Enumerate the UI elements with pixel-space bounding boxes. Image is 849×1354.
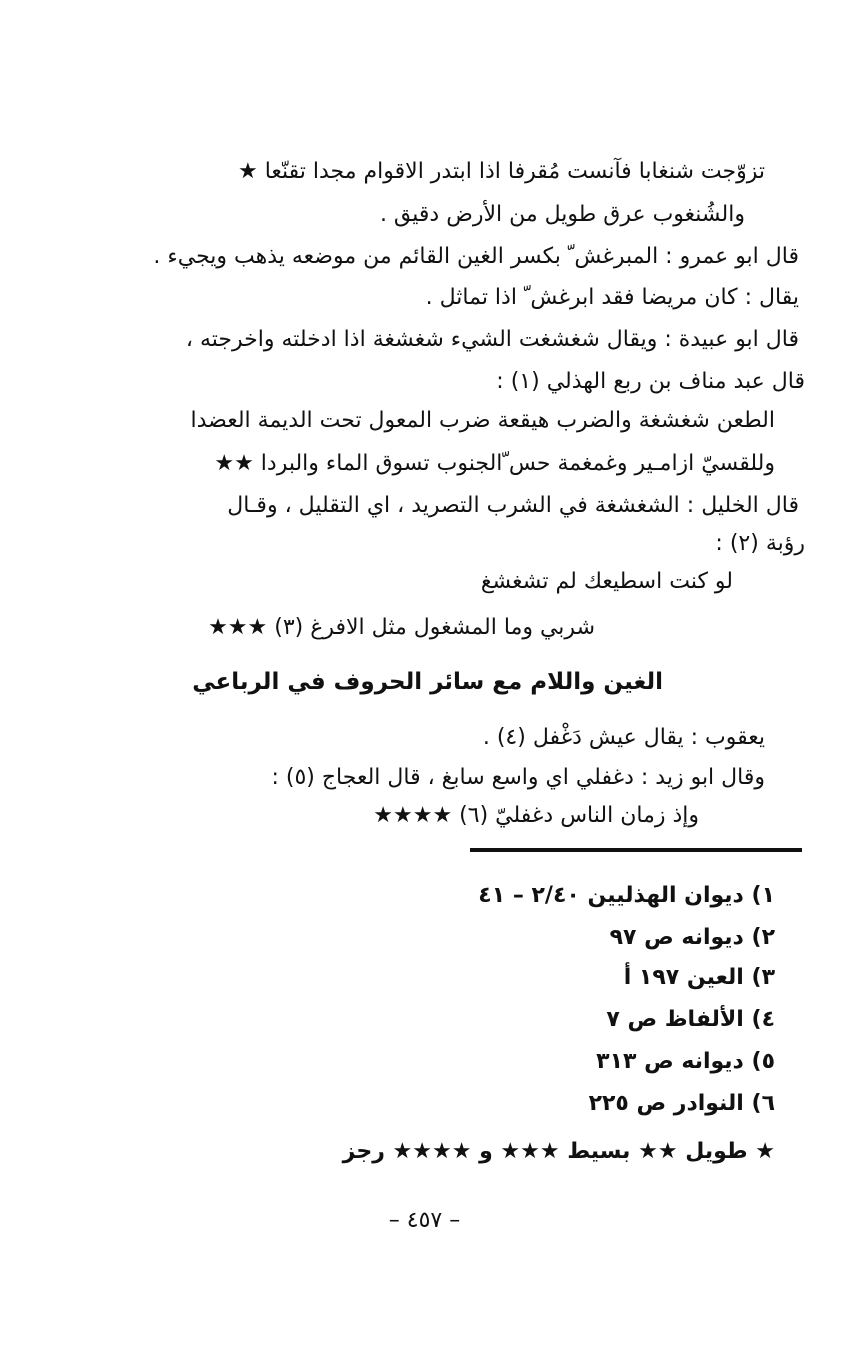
text-line: قال الخليل : الشغشغة في الشرب التصريد ، اي التقليل ، وقـال: [227, 493, 799, 518]
verse-line: وللقسيّ ازامـير وغمغمة حس ّالجنوب تسوق الماء والبردا ★★: [214, 451, 775, 476]
footnote-item: ١) ديوان الهذليين ٢/٤٠ – ٤١: [478, 883, 775, 908]
text-line: قال ابو عمرو : المبرغش ّ بكسر الغين القائم من موضعه يذهب ويجيء .: [153, 244, 799, 269]
text-line: يعقوب : يقال عيش دَغْفل (٤) .: [482, 725, 765, 750]
text-line: رؤبة (٢) :: [715, 531, 805, 556]
section-heading: الغين واللام مع سائر الحروف في الرباعي: [192, 669, 663, 695]
text-line: قال عبد مناف بن ربع الهذلي (١) :: [496, 369, 805, 394]
verse-line: تزوّجت شنغابا فآنست مُقرفا اذا ابتدر الاقوام مجدا تقنّعا ★: [237, 159, 765, 184]
verse-line: وإذ زمان الناس دغفليّ (٦) ★★★★: [373, 803, 699, 828]
meter-key: ★ طويل ★★ بسيط ★★★ و ★★★★ رجز: [342, 1139, 775, 1164]
page-number: – ٤٥٧ –: [388, 1208, 461, 1233]
verse-line: الطعن شغشغة والضرب هيقعة ضرب المعول تحت الديمة العضدا: [190, 408, 775, 433]
footnote-item: ٢) ديوانه ص ٩٧: [609, 925, 775, 950]
footnote-divider: [470, 848, 802, 852]
text-line: والشُنغوب عرق طويل من الأرض دقيق .: [379, 202, 745, 227]
text-line: وقال ابو زيد : دغفلي اي واسع سابغ ، قال العجاج (٥) :: [271, 765, 765, 790]
footnote-item: ٤) الألفاظ ص ٧: [606, 1007, 775, 1032]
verse-line: لو كنت اسطيعك لم تشغشغ: [480, 569, 733, 594]
footnote-item: ٦) النوادر ص ٢٢٥: [588, 1091, 775, 1116]
footnote-item: ٥) ديوانه ص ٣١٣: [596, 1049, 775, 1074]
text-line: قال ابو عبيدة : ويقال شغشغت الشيء شغشغة اذا ادخلته واخرجته ،: [185, 327, 799, 352]
verse-line: شربي وما المشغول مثل الافرغ (٣) ★★★: [208, 615, 595, 640]
text-line: يقال : كان مريضا فقد ابرغش ّ اذا تماثل .: [425, 285, 799, 310]
footnote-item: ٣) العين ١٩٧ أ: [623, 965, 775, 990]
